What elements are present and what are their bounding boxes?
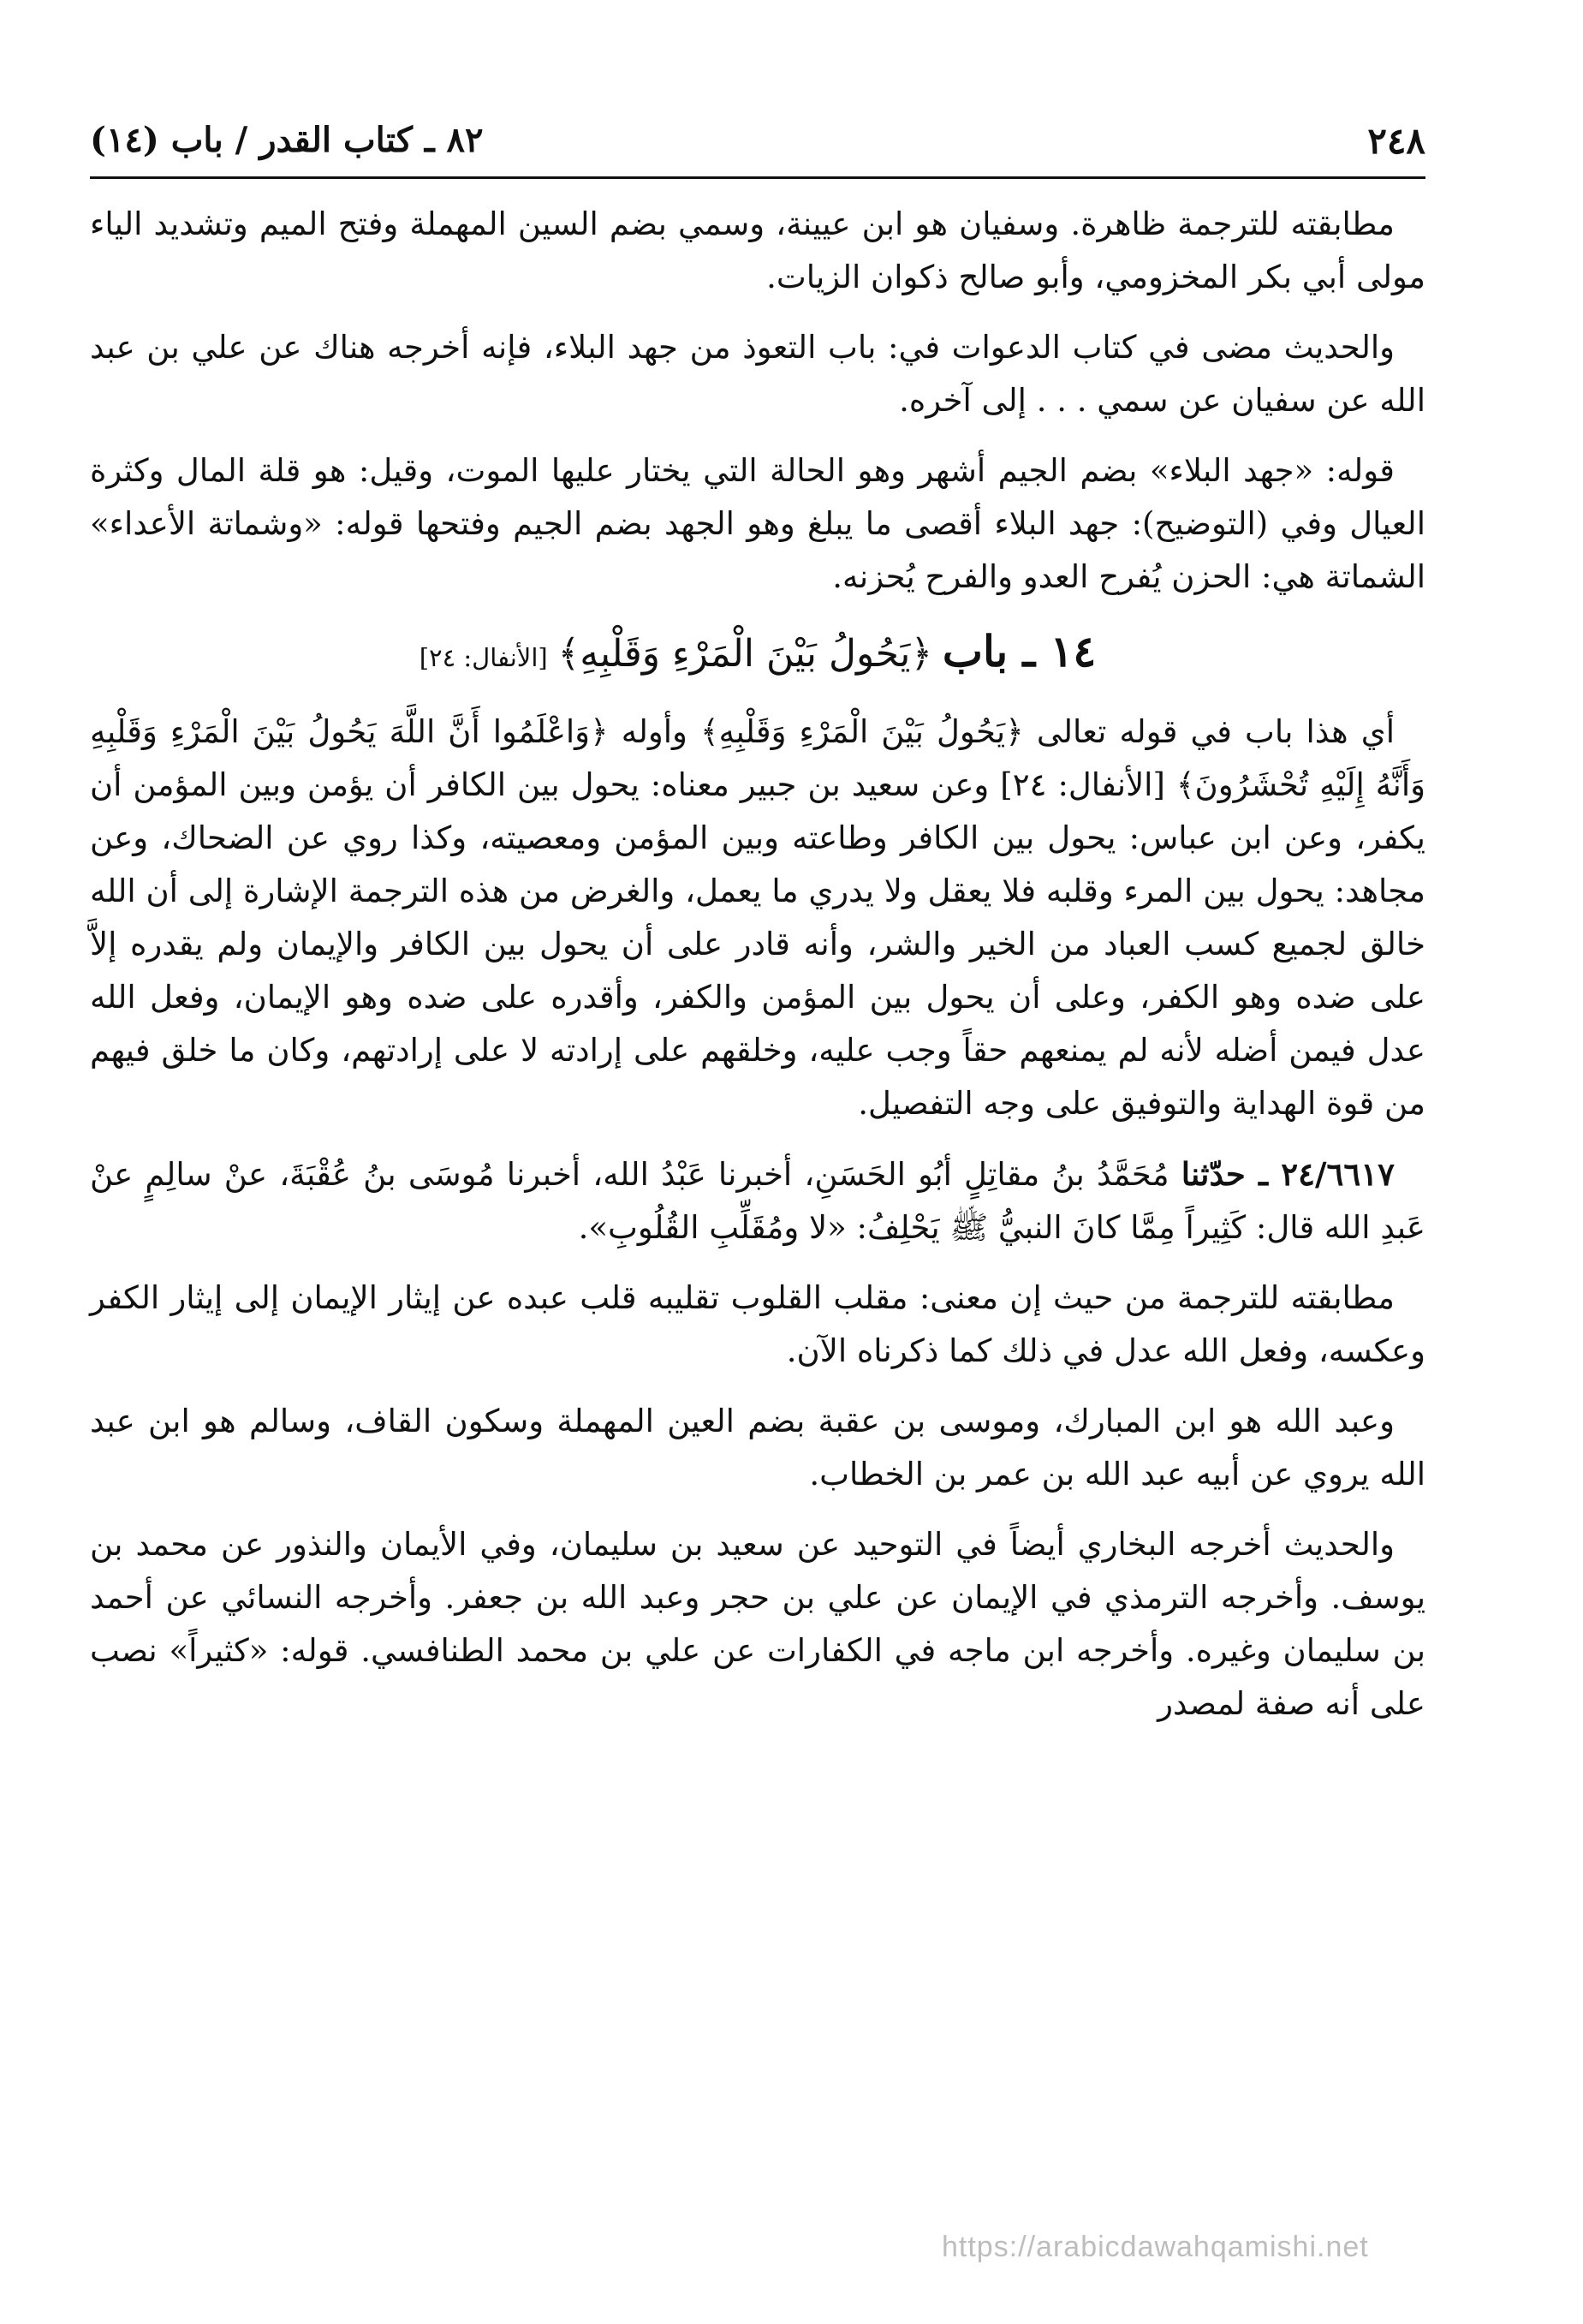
paragraph: مطابقته للترجمة من حيث إن معنى: مقلب القلوب تقليبه قلب عبده عن إيثار الإيمان إلى إيثار الكفر وعكسه، وفعل الله عدل في ذلك كما ذكرناه الآن. [90,1279,1425,1369]
watermark-url: https://arabicdawahqamishi.net [942,2231,1369,2263]
chapter-number: ١٤ ـ باب [942,626,1097,676]
chapter-reference: [الأنفال: ٢٤] [419,643,548,672]
chapter-heading [90,626,1425,683]
paragraph: وعبد الله هو ابن المبارك، وموسى بن عقبة بضم العين المهملة وسكون القاف، وسالم هو ابن عبد الله يروي عن أبيه عبد الله بن عمر بن الخطاب. [90,1403,1425,1493]
document-page [90,120,1425,1748]
paragraph: قوله: «جهد البلاء» بضم الجيم أشهر وهو الحالة التي يختار عليها الموت، وقيل: هو قلة المال وكثرة العيال وفي (التوضيح): جهد البلاء أقصى ما يبلغ وهو الجهد بضم الجيم وفتحها قوله: «وشماتة الأعداء» الشماتة هي: الحزن يُفرح العدو والفرح يُحزنه. [90,452,1425,595]
chapter-verse: ﴿يَحُولُ بَيْنَ الْمَرْءِ وَقَلْبِهِ﴾ [557,632,933,676]
paragraph: مطابقته للترجمة ظاهرة. وسفيان هو ابن عيينة، وسمي بضم السين المهملة وفتح الميم وتشديد الياء مولى أبي بكر المخزومي، وأبو صالح ذكوان الزيات. [90,206,1425,295]
hadith-number: ٢٤/٦٦١٧ ـ حدّثنا [1181,1155,1395,1193]
paragraph: والحديث أخرجه البخاري أيضاً في التوحيد عن سعيد بن سليمان، وفي الأيمان والنذور عن محمد بن يوسف. وأخرجه الترمذي في الإيمان عن علي بن حجر وعبد الله بن جعفر. وأخرجه النسائي عن أحمد بن سليمان وغيره. وأخرجه ابن ماجه في الكفارات عن علي بن محمد الطنافسي. قوله: «كثيراً» نصب على أنه صفة لمصدر [90,1526,1425,1722]
hadith-text: مُحَمَّدُ بنُ مقاتِلٍ أبُو الحَسَنِ، أخبرنا عَبْدُ الله، أخبرنا مُوسَى بنُ عُقْبَةَ، عنْ سالِمٍ عنْ عَبدِ الله قال: كَثِيراً مِمَّا كانَ النبيُّ ﷺ يَحْلِفُ: «لا ومُقَلِّبِ القُلُوبِ». [90,1156,1425,1246]
paragraph: أي هذا باب في قوله تعالى ﴿يَحُولُ بَيْنَ الْمَرْءِ وَقَلْبِهِ﴾ وأوله ﴿وَاعْلَمُوا أَنَّ اللَّهَ يَحُولُ بَيْنَ الْمَرْءِ وَقَلْبِهِ وَأَنَّهُ إِلَيْهِ تُحْشَرُونَ﴾ [الأنفال: ٢٤] وعن سعيد بن جبير معناه: يحول بين الكافر أن يؤمن وبين المؤمن أن يكفر، وعن ابن عباس: يحول بين الكافر وطاعته وبين المؤمن ومعصيته، وكذا روي عن الضحاك، وعن مجاهد: يحول بين المرء وقلبه فلا يعقل ولا يدري ما يعمل، والغرض من هذه الترجمة الإشارة إلى أن الله خالق لجميع كسب العباد من الخير والشر، وأنه قادر على أن يحول بين الكافر والإيمان ولم يقدره إلاَّ على ضده وهو الكفر، وعلى أن يحول بين المؤمن والكفر، وأقدره على ضده وهو الإيمان، وفعل الله عدل فيمن أضله لأنه لم يمنعهم حقاً وجب عليه، وخلقهم على إرادته لا على إرادتهم، وكان ما خلق فيهم من قوة الهداية والتوفيق على وجه التفصيل. [90,713,1425,1122]
paragraph: والحديث مضى في كتاب الدعوات في: باب التعوذ من جهد البلاء، فإنه أخرجه هناك عن علي بن عبد الله عن سفيان عن سمي . . . إلى آخره. [90,329,1425,419]
page-number: ٢٤٨ [1367,120,1425,162]
running-title: ٨٢ ـ كتاب القدر / باب (١٤) [90,120,484,160]
page-header [90,120,1425,179]
hadith-paragraph [90,1147,1425,1254]
